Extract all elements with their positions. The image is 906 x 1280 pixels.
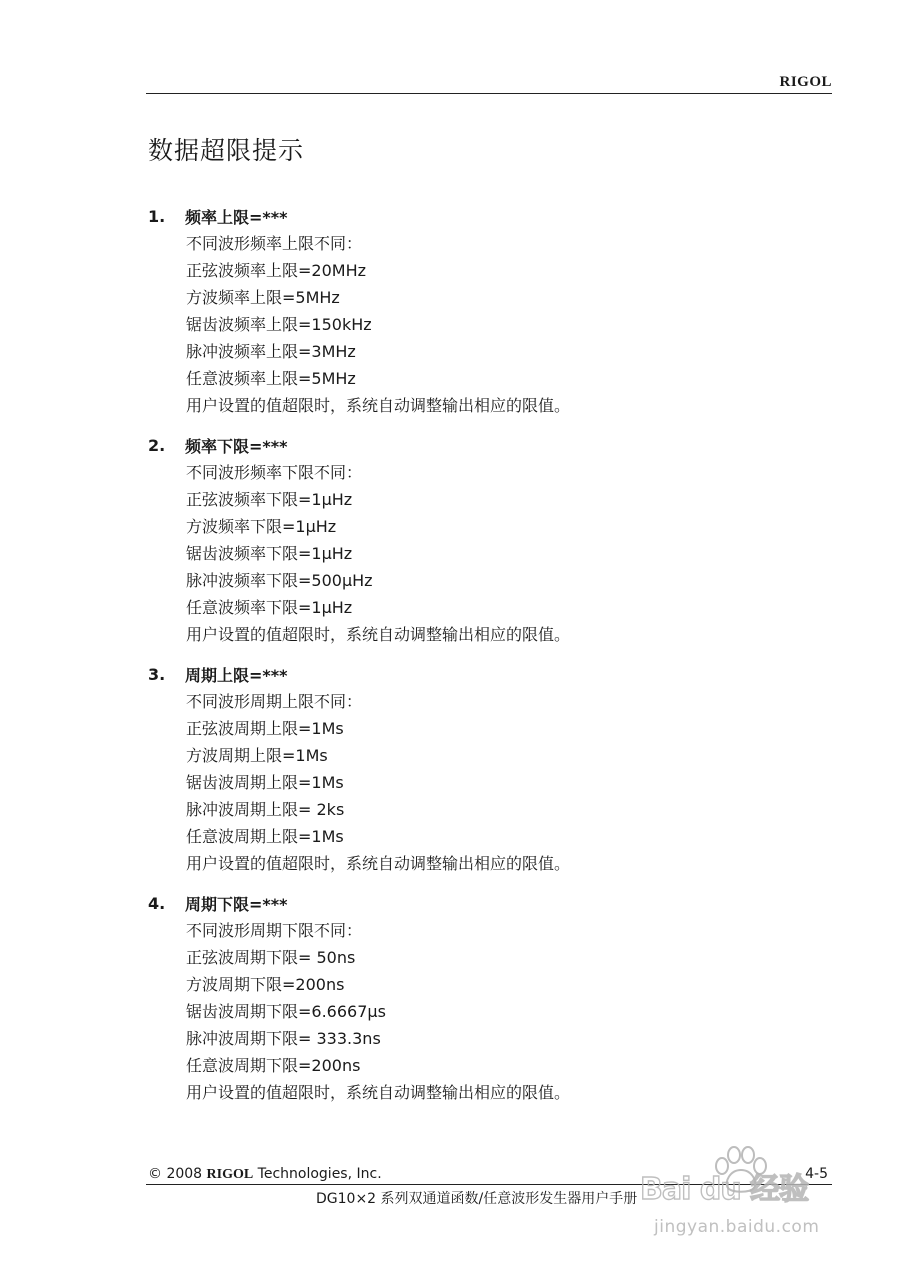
section-line: 用户设置的值超限时，系统自动调整输出相应的限值。 [186, 625, 571, 644]
section-heading: 频率下限=*** [185, 437, 288, 456]
section-number: 3. [148, 665, 166, 684]
section-item [148, 890, 798, 1106]
manual-title: DG10×2 系列双通道函数/任意波形发生器用户手册 [316, 1191, 638, 1207]
section-line: 脉冲波频率下限=500μHz [186, 571, 373, 590]
section-line: 锯齿波周期下限=6.6667μs [186, 1002, 386, 1021]
section-line: 脉冲波周期上限= 2ks [186, 800, 345, 819]
section-line: 不同波形频率上限不同： [186, 234, 363, 253]
copyright-suffix: Technologies, Inc. [253, 1166, 382, 1182]
section-line: 正弦波频率上限=20MHz [186, 261, 367, 280]
section-line: 脉冲波周期下限= 333.3ns [186, 1029, 381, 1048]
section-line: 正弦波周期上限=1Ms [186, 719, 344, 738]
section-heading: 周期上限=*** [185, 666, 288, 685]
section-line: 锯齿波频率下限=1μHz [186, 544, 353, 563]
section-line: 不同波形周期下限不同： [186, 921, 363, 940]
paw-icon [710, 1146, 770, 1194]
section-line: 正弦波周期下限= 50ns [186, 948, 356, 967]
section-line: 方波周期下限=200ns [186, 975, 345, 994]
section-line: 用户设置的值超限时，系统自动调整输出相应的限值。 [186, 1083, 571, 1102]
section-line: 任意波频率上限=5MHz [186, 369, 356, 388]
section-line: 方波频率下限=1μHz [186, 517, 337, 536]
section-head [148, 432, 798, 459]
section-line: 脉冲波频率上限=3MHz [186, 342, 356, 361]
section-line: 锯齿波频率上限=150kHz [186, 315, 372, 334]
section-lines [148, 459, 798, 648]
section-line: 不同波形周期上限不同： [186, 692, 363, 711]
section-line: 正弦波频率下限=1μHz [186, 490, 353, 509]
section-item [148, 203, 798, 419]
footer-rule [146, 1184, 832, 1185]
section-line: 方波周期上限=1Ms [186, 746, 328, 765]
section-number: 1. [148, 207, 166, 226]
footer-copyright [148, 1166, 382, 1183]
section-head [148, 203, 798, 230]
copyright-brand: RIGOL [206, 1167, 254, 1182]
section-line: 用户设置的值超限时，系统自动调整输出相应的限值。 [186, 854, 571, 873]
sections [148, 203, 798, 1119]
watermark-url: jingyan.baidu.com [654, 1217, 820, 1237]
baidu-watermark [640, 1140, 840, 1250]
section-line: 任意波频率下限=1μHz [186, 598, 353, 617]
section-lines [148, 917, 798, 1106]
copyright-prefix: © 2008 [148, 1166, 207, 1182]
section-head [148, 661, 798, 688]
section-item [148, 432, 798, 648]
section-number: 4. [148, 894, 166, 913]
section-lines [148, 688, 798, 877]
section-head [148, 890, 798, 917]
section-line: 用户设置的值超限时，系统自动调整输出相应的限值。 [186, 396, 571, 415]
section-line: 方波频率上限=5MHz [186, 288, 340, 307]
section-line: 不同波形频率下限不同： [186, 463, 363, 482]
section-line: 任意波周期上限=1Ms [186, 827, 344, 846]
section-heading: 频率上限=*** [185, 208, 288, 227]
section-line: 任意波周期下限=200ns [186, 1056, 361, 1075]
section-heading: 周期下限=*** [185, 895, 288, 914]
page-title: 数据超限提示 [148, 136, 305, 165]
section-number: 2. [148, 436, 166, 455]
section-line: 锯齿波周期上限=1Ms [186, 773, 344, 792]
section-lines [148, 230, 798, 419]
watermark-logo: Bai du 经验 [640, 1172, 809, 1207]
section-item [148, 661, 798, 877]
header-rule [146, 93, 832, 94]
page-number: 4-5 [805, 1166, 828, 1182]
header-brand: RIGOL [779, 74, 832, 90]
